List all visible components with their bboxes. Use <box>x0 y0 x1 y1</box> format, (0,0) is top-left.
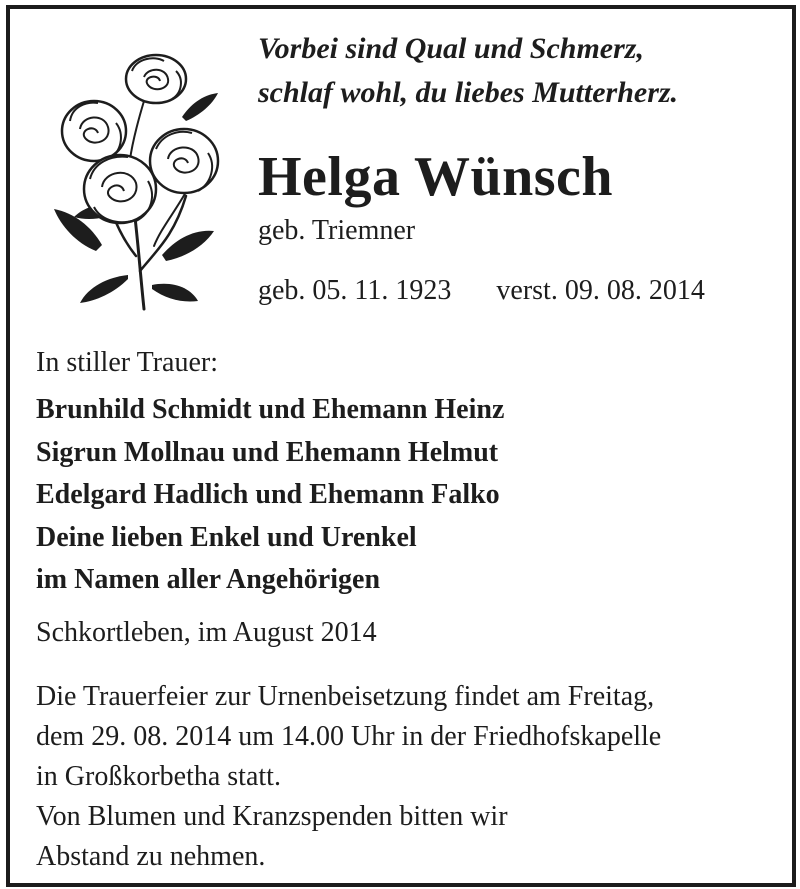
birth-date: geb. 05. 11. 1923 <box>258 275 452 306</box>
mourner-line: Edelgard Hadlich und Ehemann Falko <box>36 479 500 510</box>
deceased-name: Helga Wünsch <box>258 146 614 208</box>
mourner-line: Brunhild Schmidt und Ehemann Heinz <box>36 394 505 425</box>
mourning-intro: In stiller Trauer: <box>36 347 218 378</box>
notice-line: in Großkorbetha statt. <box>36 761 281 792</box>
obituary-card <box>6 5 796 887</box>
mourner-line: im Namen aller Angehörigen <box>36 564 381 595</box>
notice-line: Abstand zu nehmen. <box>36 841 266 872</box>
notice-line: Die Trauerfeier zur Urnenbeisetzung findet am Freitag, <box>36 681 655 712</box>
life-dates <box>258 275 705 307</box>
mourner-line: Sigrun Mollnau und Ehemann Helmut <box>36 436 499 468</box>
roses-icon <box>36 31 236 316</box>
death-date: verst. 09. 08. 2014 <box>496 275 705 306</box>
motto <box>258 27 678 115</box>
mourner-list <box>36 389 504 602</box>
place-and-date: Schkortleben, im August 2014 <box>36 617 377 648</box>
funeral-notice <box>36 677 661 877</box>
notice-line: dem 29. 08. 2014 um 14.00 Uhr in der Friedhofskapelle <box>36 721 662 752</box>
notice-line: Von Blumen und Kranzspenden bitten wir <box>36 801 508 832</box>
motto-line: Vorbei sind Qual und Schmerz, <box>258 32 644 65</box>
maiden-name: geb. Triemner <box>258 215 416 246</box>
motto-line: schlaf wohl, du liebes Mutterherz. <box>258 76 679 109</box>
mourner-line: Deine lieben Enkel und Urenkel <box>36 521 417 553</box>
